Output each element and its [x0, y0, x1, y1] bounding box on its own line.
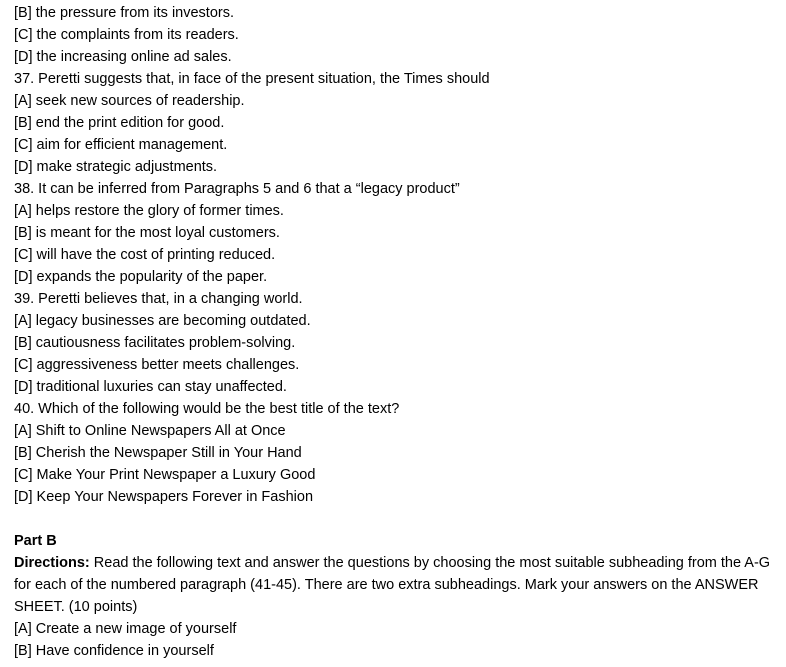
directions-label: Directions: — [14, 555, 90, 571]
part-b-section — [14, 530, 780, 662]
section-gap — [14, 508, 780, 530]
option-39-d: [D] traditional luxuries can stay unaffected. — [14, 379, 287, 395]
question-block — [14, 2, 780, 508]
directions-text: Read the following text and answer the questions by choosing the most suitable subheading from the A-G for each of the numbered paragraph (41-45). There are two extra subheadings. Mark your answers on the ANSWER SHEET. (10 points) — [14, 555, 771, 615]
option-39-c: [C] aggressiveness better meets challenges. — [14, 357, 300, 373]
option-38-d: [D] expands the popularity of the paper. — [14, 269, 268, 285]
option-37-c: [C] aim for efficient management. — [14, 137, 228, 153]
question-38: 38. It can be inferred from Paragraphs 5 and 6 that a “legacy product” — [14, 181, 460, 197]
option-38-a: [A] helps restore the glory of former times. — [14, 203, 284, 219]
option-39-b: [B] cautiousness facilitates problem-solving. — [14, 335, 296, 351]
option-38-c: [C] will have the cost of printing reduced. — [14, 247, 276, 263]
option-40-a: [A] Shift to Online Newspapers All at Once — [14, 423, 286, 439]
option-37-a: [A] seek new sources of readership. — [14, 93, 245, 109]
option-40-d: [D] Keep Your Newspapers Forever in Fashion — [14, 489, 314, 505]
option-37-b: [B] end the print edition for good. — [14, 115, 225, 131]
document-page — [14, 2, 780, 662]
part-b-heading: Part B — [14, 533, 57, 549]
option-39-a: [A] legacy businesses are becoming outdated. — [14, 313, 311, 329]
subheading-option-b: [B] Have confidence in yourself — [14, 643, 214, 659]
option-37-b-prev: [B] the pressure from its investors. — [14, 5, 234, 21]
option-38-b: [B] is meant for the most loyal customers. — [14, 225, 280, 241]
question-40: 40. Which of the following would be the best title of the text? — [14, 401, 400, 417]
option-36-d: [D] the increasing online ad sales. — [14, 49, 232, 65]
option-40-b: [B] Cherish the Newspaper Still in Your Hand — [14, 445, 302, 461]
question-37: 37. Peretti suggests that, in face of the present situation, the Times should — [14, 71, 490, 87]
directions-paragraph — [14, 552, 780, 618]
subheading-option-a: [A] Create a new image of yourself — [14, 621, 237, 637]
option-37-d: [D] make strategic adjustments. — [14, 159, 218, 175]
option-36-c: [C] the complaints from its readers. — [14, 27, 239, 43]
question-39: 39. Peretti believes that, in a changing world. — [14, 291, 303, 307]
option-40-c: [C] Make Your Print Newspaper a Luxury Good — [14, 467, 316, 483]
